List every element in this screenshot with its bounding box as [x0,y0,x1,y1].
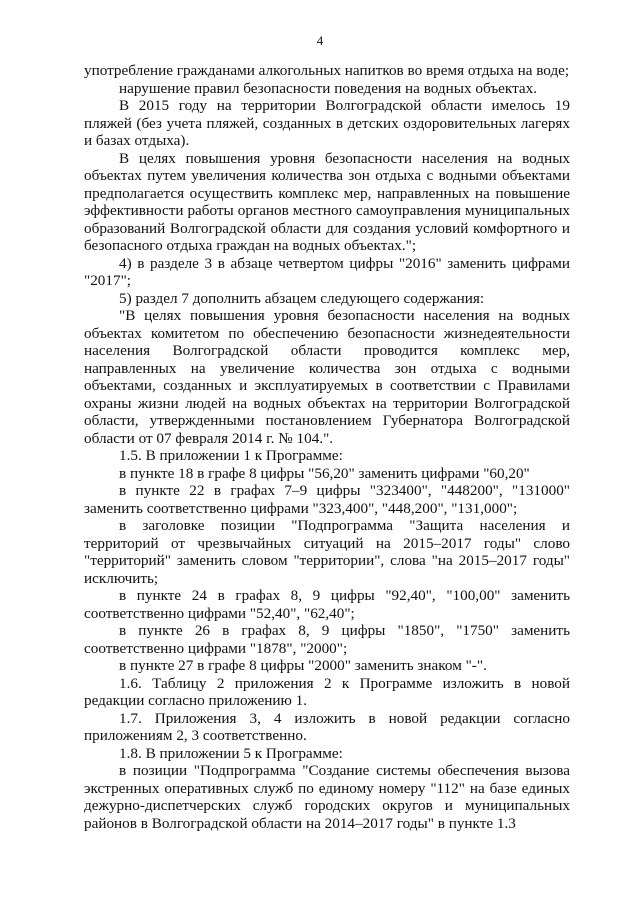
paragraph: 1.7. Приложения 3, 4 изложить в новой редакции согласно приложениям 2, 3 соответственно. [84,709,570,744]
paragraph: в заголовке позиции "Подпрограмма "Защита населения и территорий от чрезвычайных ситуаций на 2015–2017 годы" слово "территорий" заменить словом "территории", слова "на 2015–2017 годы" исключить; [84,517,570,587]
paragraph: в пункте 18 в графе 8 цифры "56,20" заменить цифрами "60,20" [119,464,530,482]
document-body [84,62,570,832]
paragraph: 1.8. В приложении 5 к Программе: [119,744,343,762]
paragraph: в позиции "Подпрограмма "Создание системы обеспечения вызова экстренных оперативных служб по единому номеру "112" на базе единых дежурно-диспетчерских служб городских округов и муниципальных районов в Волгоградской области на 2014–2017 годы" в пункте 1.3 [84,762,570,832]
paragraph: нарушение правил безопасности поведения на водных объектах. [119,79,538,97]
paragraph: употребление гражданами алкогольных напитков во время отдыха на воде; [84,62,570,79]
paragraph: 1.5. В приложении 1 к Программе: [119,447,343,464]
page-number: 4 [316,33,324,48]
paragraph: В 2015 году на территории Волгоградской области имелось 19 пляжей (без учета пляжей, созданных в детских оздоровительных лагерях и базах отдыха). [84,97,570,149]
paragraph: 5) раздел 7 дополнить абзацем следующего содержания: [119,289,485,307]
paragraph: В целях повышения уровня безопасности населения на водных объектах путем увеличения количества зон отдыха с водными объектами предполагается осуществить комплекс мер, направленных на повышение эффективности работы органов местного самоуправления муниципальных образований Волгоградской области для создания условий комфортного и безопасного отдыха граждан на водных объектах."; [84,149,570,254]
paragraph: 1.6. Таблицу 2 приложения 2 к Программе изложить в новой редакции согласно приложению 1. [84,674,570,709]
paragraph: в пункте 22 в графах 7–9 цифры "323400", "448200", "131000" заменить соответственно цифрами "323,400", "448,200", "131,000"; [84,482,570,517]
paragraph: в пункте 24 в графах 8, 9 цифры "92,40", "100,00" заменить соответственно цифрами "52,40", "62,40"; [84,587,570,622]
paragraph: в пункте 26 в графах 8, 9 цифры "1850", "1750" заменить соответственно цифрами "1878", "2000"; [84,622,570,657]
paragraph: "В целях повышения уровня безопасности населения на водных объектах комитетом по обеспечению безопасности жизнедеятельности населения Волгоградской области проводится комплекс мер, направленных на увеличение количества зон отдыха с водными объектами, созданных и эксплуатируемых в соответствии с Правилами охраны жизни людей на водных объектах на территории Волгоградской области, утвержденными постановлением Губернатора Волгоградской области от 07 февраля 2014 г. № 104.". [84,307,570,447]
paragraph: в пункте 27 в графе 8 цифры "2000" заменить знаком "-". [119,657,487,674]
paragraph: 4) в разделе 3 в абзаце четвертом цифры "2016" заменить цифрами "2017"; [84,254,570,289]
